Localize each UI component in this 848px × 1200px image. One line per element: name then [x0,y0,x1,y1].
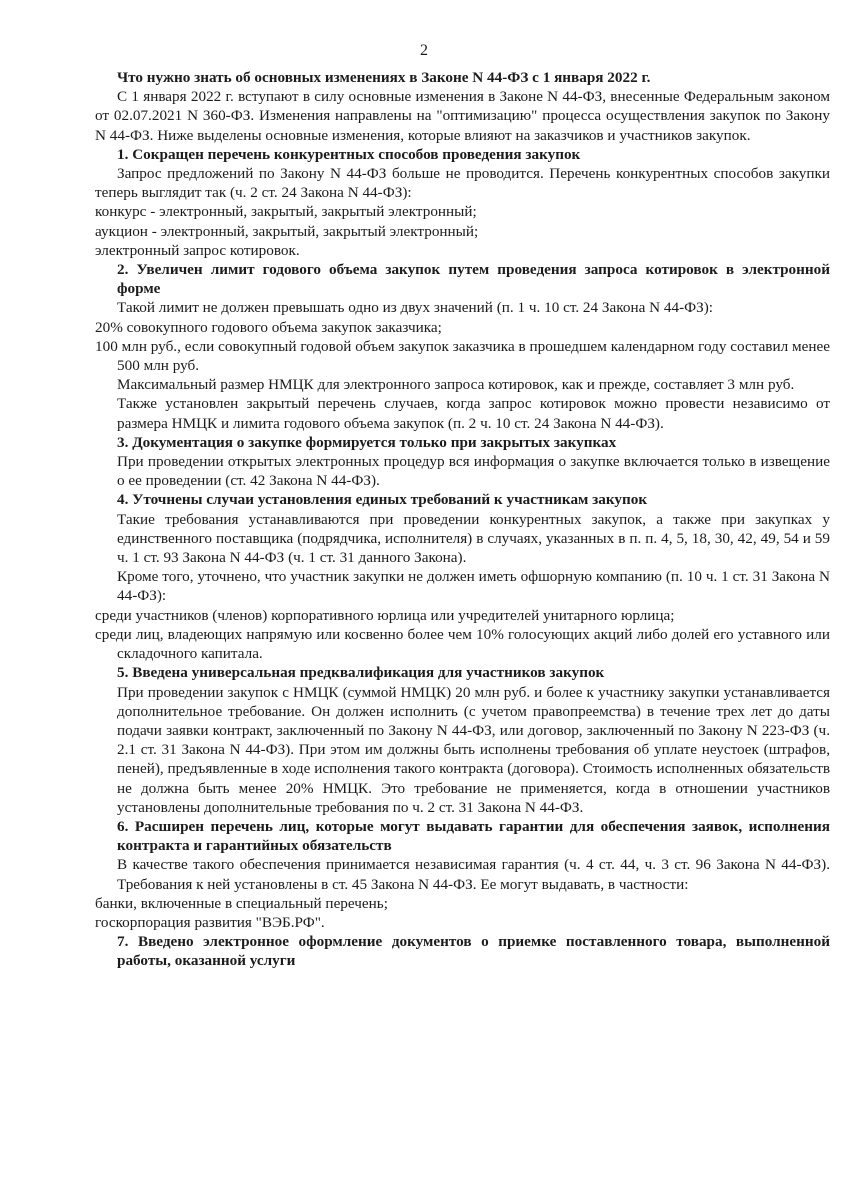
section-2-text-2: Максимальный размер НМЦК для электронного запроса котировок, как и прежде, составляет 3 млн руб. [117,376,795,394]
section-6-heading: 6. Расширен перечень лиц, которые могут выдавать гарантии для обеспечения заявок, исполнения контракта и гарантийных обязательств [117,817,830,855]
section-5-text: При проведении закупок с НМЦК (суммой НМЦК) 20 млн руб. и более к участнику закупки устанавливается дополнительное требование. Он должен исполнить (с учетом правопреемства) в течение трех лет до даты подачи заявки контракт, заключенный по Закону N 44-ФЗ, или договор, заключенный по Закону N 223-ФЗ (ч. 2.1 ст. 31 Закона N 44-ФЗ). При этом им должны быть исполнены требования об уплате неустоек (штрафов, пеней), предъявленные в ходе исполнения такого контракта (договора). Стоимость исполненных обязательств не должна быть менее 20% НМЦК. Это требование не применяется, когда в отношении участников установлены дополнительные требования по ч. 2 ст. 31 Закона N 44-ФЗ. [117,683,830,816]
section-6-text: В качестве такого обеспечения принимается независимая гарантия (ч. 4 ст. 44, ч. 3 ст. 96 Закона N 44-ФЗ). Требования к ней установлены в ст. 45 Закона N 44-ФЗ. Ее могут выдавать, в частности: [117,856,830,893]
section-1-text: Запрос предложений по Закону N 44-ФЗ больше не проводится. Перечень конкурентных способов закупки теперь выглядит так (ч. 2 ст. 24 Закона N 44-ФЗ): [95,165,830,202]
section-1-heading: 1. Сокращен перечень конкурентных способов проведения закупок [117,145,581,163]
list-item: электронный запрос котировок. [95,241,300,259]
section-4-text: Такие требования устанавливаются при проведении конкурентных закупок, а также при закупках у единственного поставщика (подрядчика, исполнителя) в случаях, указанных в п. п. 4, 5, 18, 30, 42, 49, 54 и 59 ч. 1 ст. 93 Закона N 44-ФЗ (ч. 1 ст. 31 данного Закона). [117,510,830,567]
section-2-text: Такой лимит не должен превышать одно из двух значений (п. 1 ч. 10 ст. 24 Закона N 44-ФЗ): [117,299,714,317]
list-item: среди участников (членов) корпоративного юрлица или учредителей унитарного юрлица; [95,606,675,624]
section-2-heading: 2. Увеличен лимит годового объема закупок путем проведения запроса котировок в электронной форме [117,261,830,298]
list-item: конкурс - электронный, закрытый, закрытый электронный; [95,203,477,221]
list-item: госкорпорация развития "ВЭБ.РФ". [95,913,325,931]
page-number: 2 [420,42,428,59]
section-4-heading: 4. Уточнены случаи установления единых требований к участникам закупок [117,491,648,509]
section-2-text-3: Также установлен закрытый перечень случаев, когда запрос котировок можно провести независимо от размера НМЦК и лимита годового объема закупок (п. 2 ч. 10 ст. 24 Закона N 44-ФЗ). [117,395,830,432]
document-title: Что нужно знать об основных изменениях в Законе N 44-ФЗ с 1 января 2022 г. [117,69,651,86]
list-item: среди лиц, владеющих напрямую или косвенно более чем 10% голосующих акций либо долей его уставного или складочного капитала. [95,625,830,663]
section-3-heading: 3. Документация о закупке формируется только при закрытых закупках [117,433,617,451]
list-item: аукцион - электронный, закрытый, закрытый электронный; [95,222,479,240]
list-item: 100 млн руб., если совокупный годовой объем закупок заказчика в прошедшем календарном году составил менее 500 млн руб. [95,337,830,375]
section-3-text: При проведении открытых электронных процедур вся информация о закупке включается только в извещение о ее проведении (ст. 42 Закона N 44-ФЗ). [117,453,830,490]
list-item: банки, включенные в специальный перечень; [95,894,388,912]
section-4-text-2: Кроме того, уточнено, что участник закупки не должен иметь офшорную компанию (п. 10 ч. 1 ст. 31 Закона N 44-ФЗ): [117,568,830,605]
section-5-heading: 5. Введена универсальная предквалификация для участников закупок [117,664,605,682]
document-body [95,68,830,971]
list-item: 20% совокупного годового объема закупок заказчика; [95,318,442,336]
intro-paragraph: С 1 января 2022 г. вступают в силу основные изменения в Законе N 44-ФЗ, внесенные Федеральным законом от 02.07.2021 N 360-ФЗ. Изменения направлены на "оптимизацию" процесса осуществления закупок по Закону N 44-ФЗ. Ниже выделены основные изменения, которые влияют на заказчиков и участников закупок. [95,88,830,144]
section-7-heading: 7. Введено электронное оформление документов о приемке поставленного товара, выполненной работы, оказанной услуги [117,933,830,970]
